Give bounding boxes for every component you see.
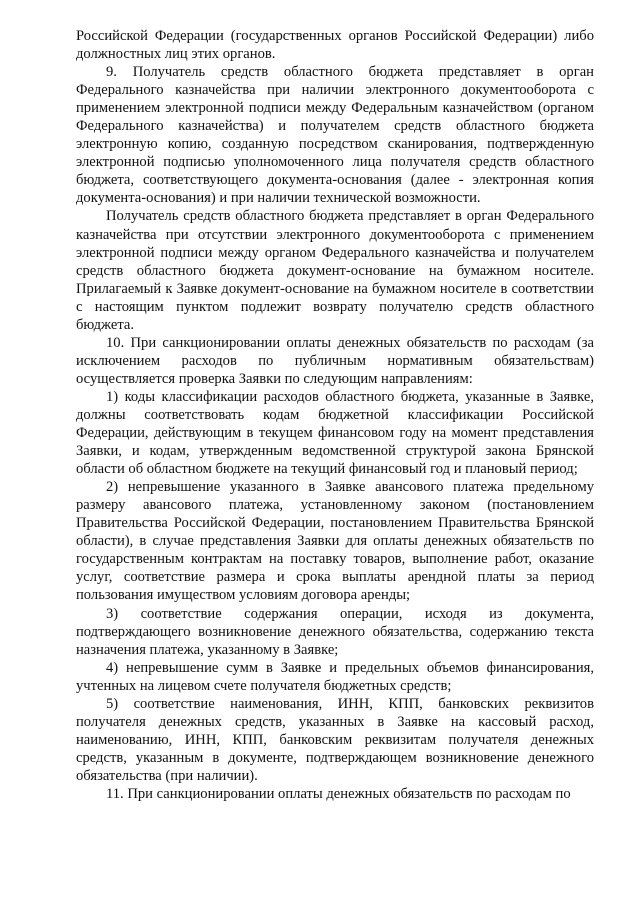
paragraph-item-9: 9. Получатель средств областного бюджета представляет в орган Федерального казначейства при наличии электронного документооборота с применением электронной подписи между Федеральным казначейством (органом Федерального казначейства) и получателем средств областного бюджета электронную копию, созданную посредством сканирования, подтвержденную электронной подписью уполномоченного лица получателя средств областного бюджета, соответствующего документа-основания (далее - электронная копия документа-основания) и при наличии технической возможности. [76, 64, 594, 207]
paragraph-item-10: 10. При санкционировании оплаты денежных обязательств по расходам (за исключением расходов по публичным нормативным обязательствам) осуществляется проверка Заявки по следующим направлениям: [76, 334, 594, 387]
paragraph-item-11: 11. При санкционировании оплаты денежных обязательств по расходам по [106, 785, 571, 802]
paragraph-subitem-3: 3) соответствие содержания операции, исходя из документа, подтверждающего возникновение денежного обязательства, содержанию текста назначения платежа, указанному в Заявке; [76, 605, 594, 658]
paragraph-subitem-2: 2) непревышение указанного в Заявке авансового платежа предельному размеру авансового платежа, установленному законом (постановлением Правительства Российской Федерации, постановлением Правительства Брянской области), в случае представления Заявки для оплаты денежных обязательств по государственным контрактам на поставку товаров, выполнение работ, оказание услуг, соответствие размера и срока выплаты арендной платы за период пользования имуществом условиям договора аренды; [76, 479, 594, 604]
paragraph-subitem-5: 5) соответствие наименования, ИНН, КПП, банковских реквизитов получателя денежных средств, указанных в Заявке на кассовый расход, наименованию, ИНН, КПП, банковским реквизитам получателя денежных средств, указанным в документе, подтверждающем возникновение денежного обязательства (при наличии). [76, 695, 594, 784]
paragraph-continuation: Российской Федерации (государственных органов Российской Федерации) либо должностных лиц этих органов. [76, 28, 594, 63]
paragraph-item-9-paper: Получатель средств областного бюджета представляет в орган Федерального казначейства при отсутствии электронного документооборота с применением электронной подписи между органом Федерального казначейства и получателем средств областного бюджета документ-основание на бумажном носителе. Прилагаемый к Заявке документ-основание на бумажном носителе в соответствии с настоящим пунктом подлежит возврату получателю средств областного бюджета. [76, 208, 594, 333]
paragraph-subitem-1: 1) коды классификации расходов областного бюджета, указанные в Заявке, должны соответствовать кодам бюджетной классификации Российской Федерации, действующим в текущем финансовом году на момент представления Заявки, и кодам, утвержденным ведомственной структурой закона Брянской области об областном бюджете на текущий финансовый год и плановый период; [76, 388, 594, 478]
document-page [76, 27, 594, 803]
paragraph-subitem-4: 4) непревышение сумм в Заявке и предельных объемов финансирования, учтенных на лицевом счете получателя бюджетных средств; [76, 659, 594, 694]
